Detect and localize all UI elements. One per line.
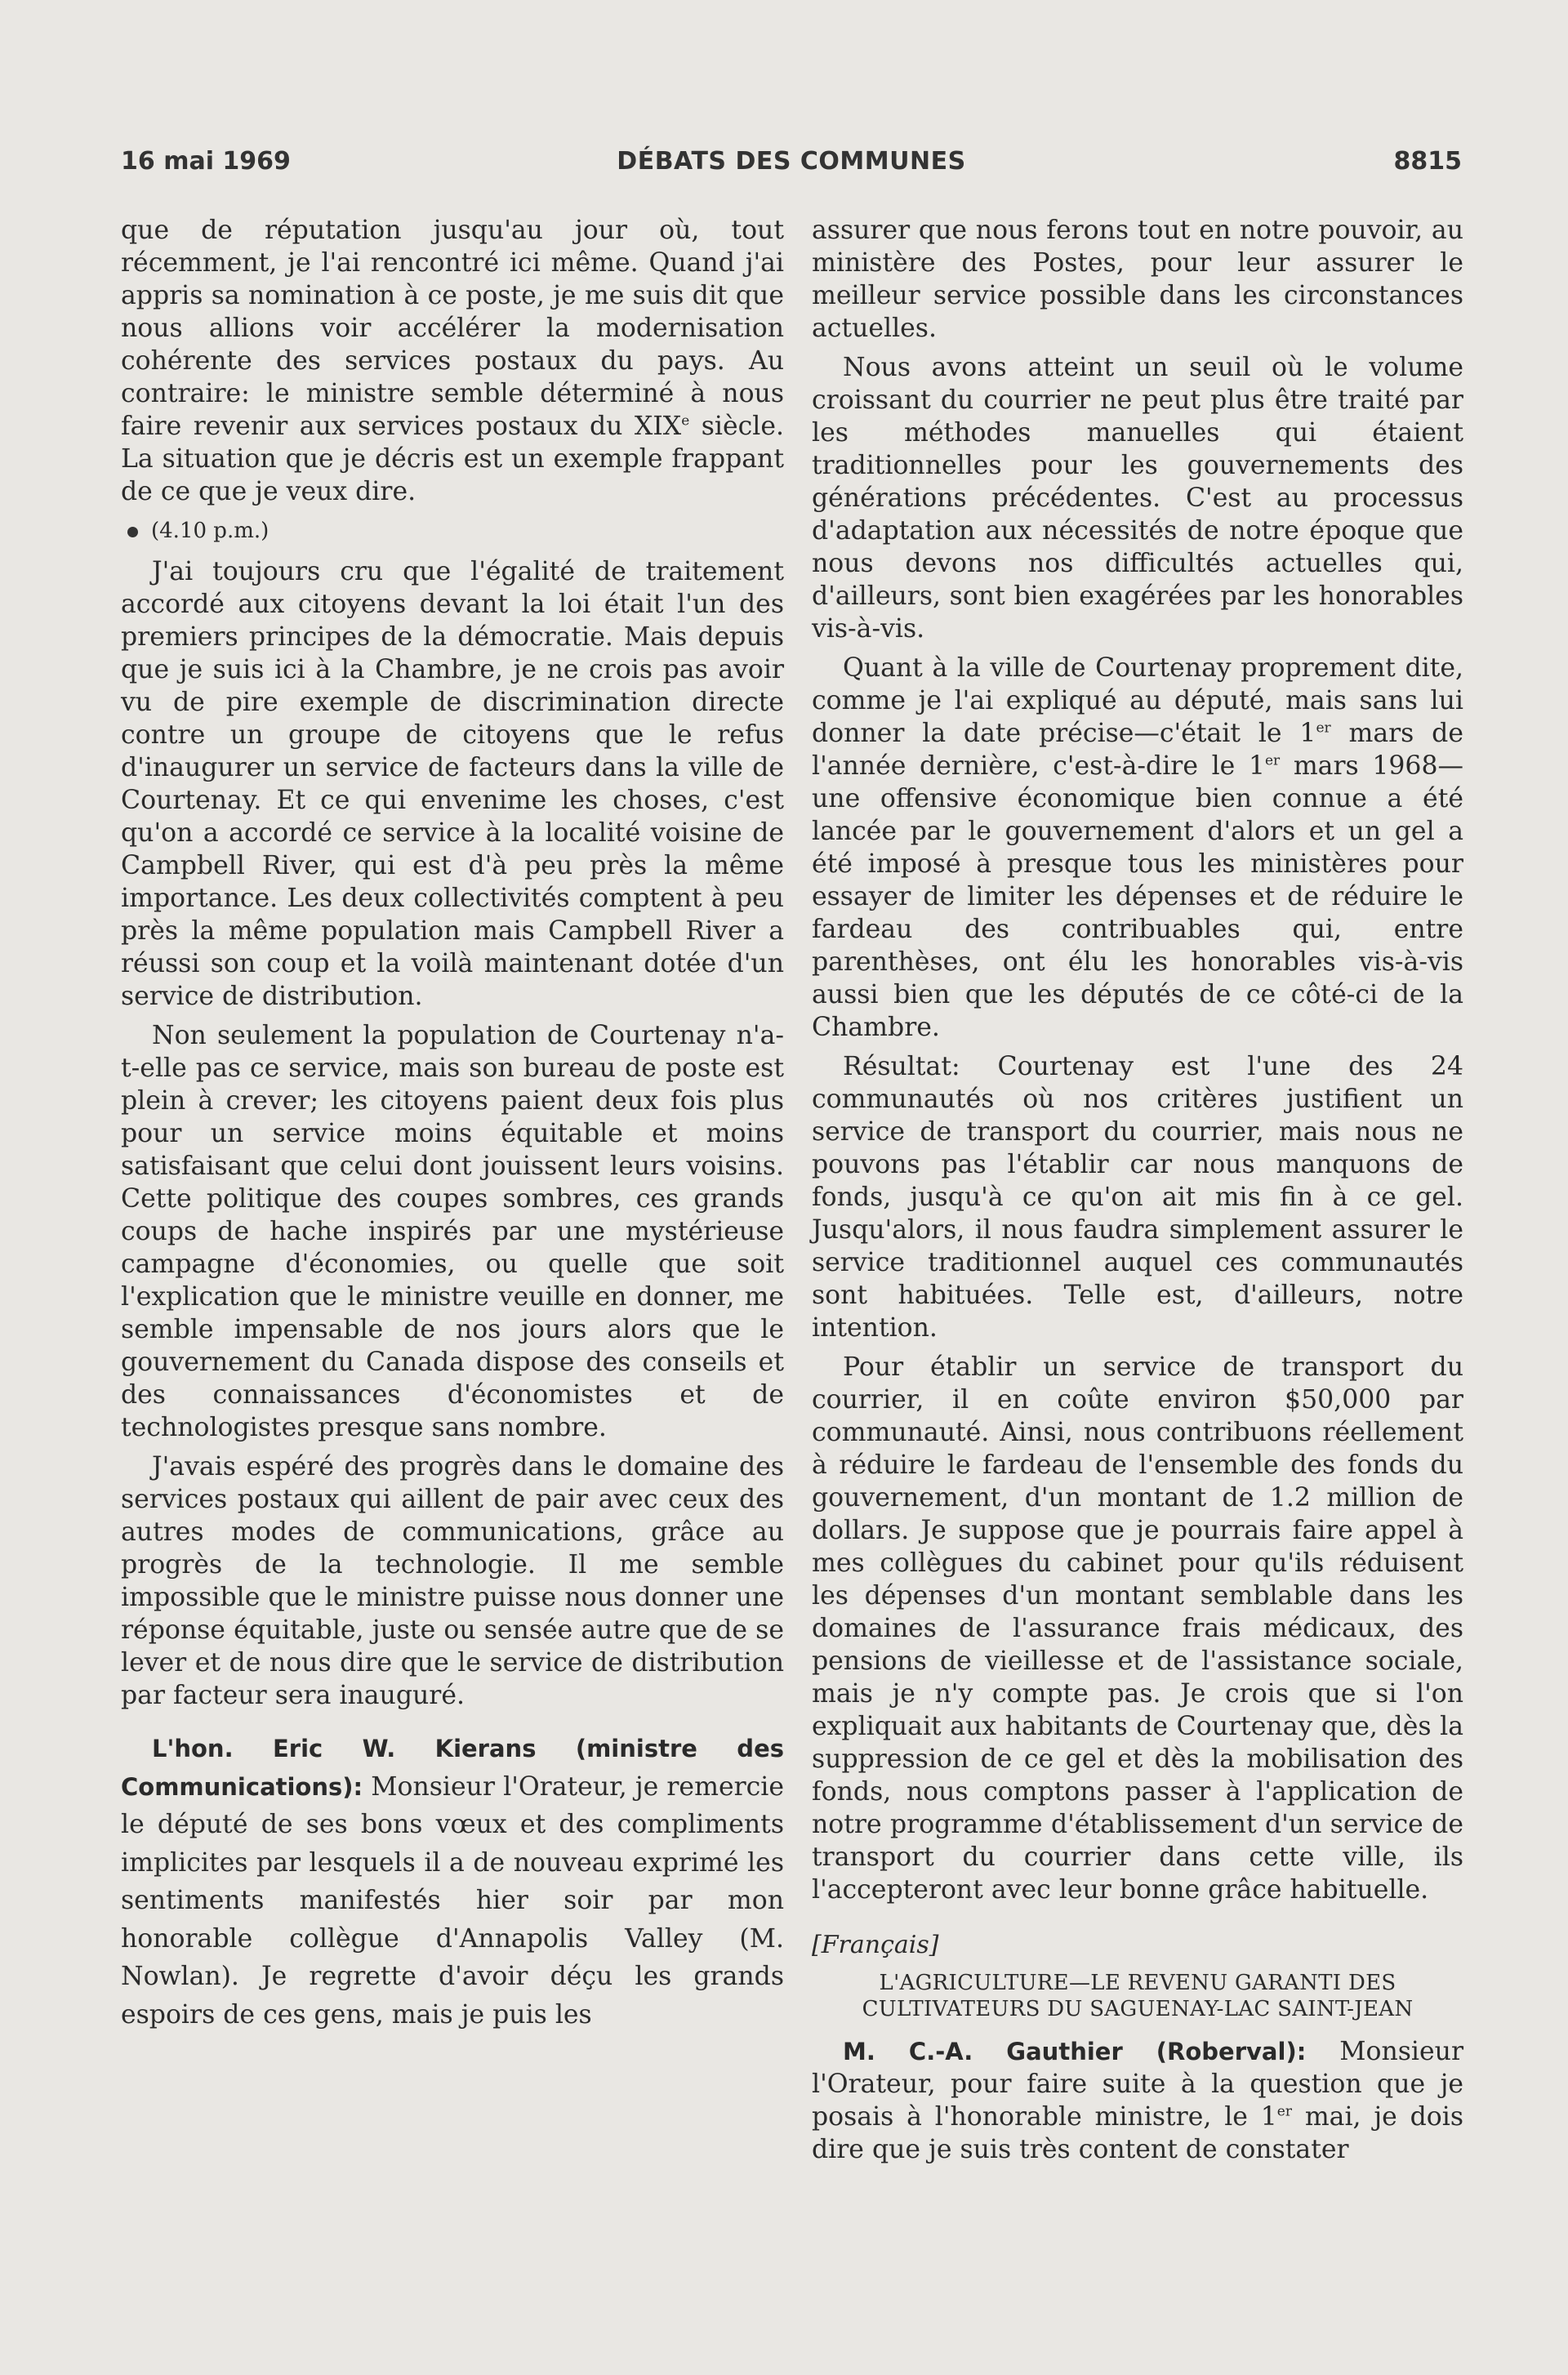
paragraph: J'ai toujours cru que l'égalité de traitement accordé aux citoyens devant la loi était l'un des premiers principes de la démocratie. Mais depuis que je suis ici à la Chambre, je ne crois pas avoir vu de pire exemple de discrimination directe contre un groupe de citoyens que le refus d'inaugurer un service de facteurs dans la ville de Courtenay. Et ce qui envenime les choses, c'est qu'on a accordé ce service à la localité voisine de Campbell River, qui est d'à peu près la même importance. Les deux collectivités comptent à peu près la même population mais Campbell River a réussi son coup et la voilà maintenant dotée d'un service de distribution.: [121, 557, 784, 1011]
paragraph: Nous avons atteint un seuil où le volume croissant du courrier ne peut plus être traité par les méthodes manuelles qui étaient traditionnelles pour les gouvernements des générations précédentes. C'est au processus d'adaptation aux nécessités de notre époque que nous devons nos difficultés actuelles qui, d'ailleurs, sont bien exagérées par les honorables vis-à-vis.: [812, 353, 1463, 644]
bullet-icon: [127, 527, 138, 537]
page-header: [121, 147, 1462, 183]
paragraph: Quant à la ville de Courtenay proprement dite, comme je l'ai expliqué au député, mais sans lui donner la date précise—c'était le 1er mars de l'année dernière, c'est-à-dire le 1er mars 1968—une offensive économique bien connue a été lancée par le gouvernement d'alors et un gel a été imposé à presque tous les ministères pour essayer de limiter les dépenses et de réduire le fardeau des contribuables qui, entre parenthèses, ont élu les honorables vis-à-vis aussi bien que les députés de ce côté-ci de la Chambre.: [812, 653, 1463, 1042]
paragraph: J'avais espéré des progrès dans le domaine des services postaux qui aillent de pair avec ceux des autres modes de communications, grâce au progrès de la technologie. Il me semble impossible que le ministre puisse nous donner une réponse équitable, juste ou sensée autre que de se lever et de nous dire que le service de distribution par facteur sera inauguré.: [121, 1452, 784, 1710]
speech: [121, 1730, 784, 2034]
language-marker: [Français]: [812, 1931, 939, 1959]
right-column: [812, 214, 1463, 2172]
section-heading: L'AGRICULTURE—LE REVENU GARANTI DES CULTIVATEURS DU SAGUENAY-LAC SAINT-JEAN: [862, 1971, 1414, 2021]
paragraph: que de réputation jusqu'au jour où, tout récemment, je l'ai rencontré ici même. Quand j'ai appris sa nomination à ce poste, je me suis dit que nous allions voir accélérer la modernisation cohérente des services postaux du pays. Au contraire: le ministre semble déterminé à nous faire revenir aux services postaux du XIXe siècle. La situation que je décris est un exemple frappant de ce que je veux dire.: [121, 216, 784, 506]
speech: [812, 2035, 1463, 2166]
left-column: [121, 214, 784, 2040]
speaker-name: L'hon. Eric W. Kierans (ministre des Communications):: [121, 1735, 784, 1801]
time-stamp: (4.10 p.m.): [151, 519, 270, 543]
paragraph: Pour établir un service de transport du courrier, il en coûte environ $50,000 par communauté. Ainsi, nous contribuons réellement à réduire le fardeau de l'ensemble des fonds du gouvernement, d'un montant de 1.2 million de dollars. Je suppose que je pourrais faire appel à mes collègues du cabinet pour qu'ils réduisent les dépenses d'un montant semblable dans les domaines de l'assurance frais médicaux, des pensions de vieillesse et de l'assistance sociale, mais je n'y compte pas. Je crois que si l'on expliquait aux habitants de Courtenay que, dès la suppression de ce gel et dès la mobilisation des fonds, nous comptons passer à l'application de notre programme d'établissement d'un service de transport du courrier dans cette ville, ils l'accepteront avec leur bonne grâce habituelle.: [812, 1352, 1463, 1905]
paragraph: assurer que nous ferons tout en notre pouvoir, au ministère des Postes, pour leur assurer le meilleur service possible dans les circonstances actuelles.: [812, 216, 1463, 343]
header-date: 16 mai 1969: [121, 147, 291, 176]
speech-text: Monsieur l'Orateur, pour faire suite à la question que je posais à l'honorable ministre, le 1er mai, je dois dire que je suis très content de constater: [812, 2037, 1463, 2164]
speech-text: Monsieur l'Orateur, je remercie le député de ses bons vœux et des compliments implicites par lesquels il a de nouveau exprimé les sentiments manifestés hier soir par mon honorable collègue d'Annapolis Valley (M. Nowlan). Je regrette d'avoir déçu les grands espoirs de ces gens, mais je puis les: [121, 1771, 785, 2030]
time-marker: [121, 515, 784, 547]
paragraph: Résultat: Courtenay est l'une des 24 communautés où nos critères justifient un service de transport du courrier, mais nous ne pouvons pas l'établir car nous manquons de fonds, jusqu'à ce qu'on ait mis fin à ce gel. Jusqu'alors, il nous faudra simplement assurer le service traditionnel auquel ces communautés sont habituées. Telle est, d'ailleurs, notre intention.: [812, 1052, 1463, 1343]
page-number: 8815: [1393, 147, 1462, 176]
header-title: DÉBATS DES COMMUNES: [617, 147, 966, 176]
paragraph: Non seulement la population de Courtenay n'a-t-elle pas ce service, mais son bureau de poste est plein à crever; les citoyens paient deux fois plus pour un service moins équitable et moins satisfaisant que celui dont jouissent leurs voisins. Cette politique des coupes sombres, ces grands coups de hache inspirés par une mystérieuse campagne d'économies, ou quelle que soit l'explication que le ministre veuille en donner, me semble impensable de nos jours alors que le gouvernement du Canada dispose des conseils et des connaissances d'économistes et de technologistes presque sans nombre.: [121, 1021, 784, 1442]
speaker-name: M. C.-A. Gauthier (Roberval):: [843, 2038, 1307, 2065]
